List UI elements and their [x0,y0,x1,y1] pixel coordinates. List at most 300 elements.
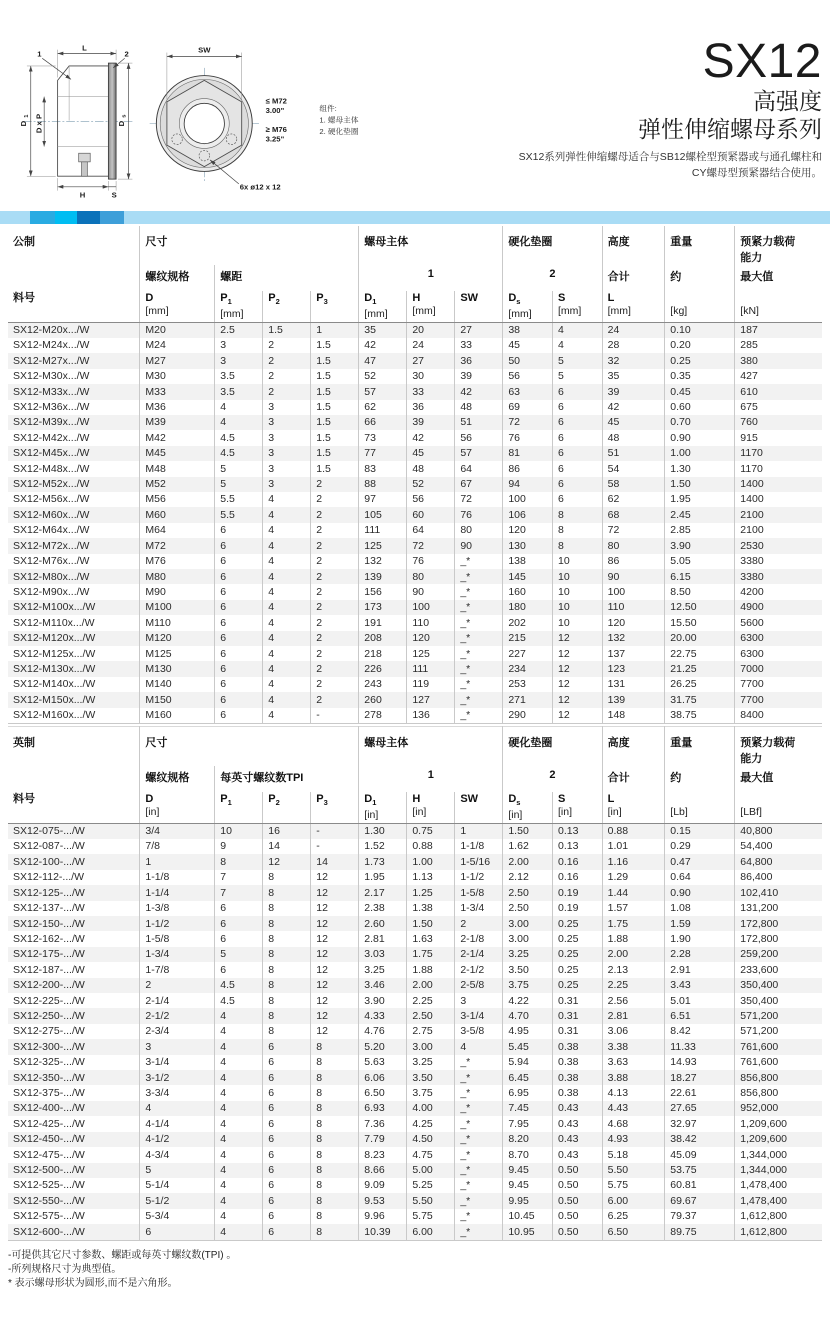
value-cell: 1.5 [263,322,311,338]
table-row [8,1147,822,1162]
value-cell: 3.90 [665,538,735,553]
dim-label-S: S [111,190,117,200]
value-cell: 2-1/2 [140,1008,215,1023]
value-cell: 6 [215,615,263,630]
value-cell: 6 [263,1085,311,1100]
value-cell: 3.90 [359,993,407,1008]
value-cell: 67 [455,477,503,492]
value-cell: 8 [263,1024,311,1039]
value-cell: 180 [503,600,553,615]
page-subtitle-1: 高强度 [753,87,822,114]
value-cell: 7/8 [140,839,215,854]
value-cell: 3.50 [407,1070,455,1085]
value-cell: M56 [140,492,215,507]
subgroup-height-total: 合计 [602,766,665,792]
value-cell: 64,800 [735,854,822,869]
value-cell: 0.50 [552,1178,602,1193]
value-cell: M42 [140,430,215,445]
table-row [8,353,822,368]
value-cell: 125 [359,538,407,553]
value-cell: 77 [359,446,407,461]
value-cell: 76 [455,507,503,522]
value-cell: 5-1/2 [140,1193,215,1208]
value-cell: 10 [552,569,602,584]
accent-bar-segment [30,211,55,224]
value-cell: 3.03 [359,947,407,962]
value-cell: 45 [602,415,665,430]
table-row [8,1101,822,1116]
value-cell: _* [455,646,503,661]
value-cell: 86,400 [735,870,822,885]
value-cell: 1400 [735,477,822,492]
value-cell: 2.17 [359,885,407,900]
value-cell: 7 [215,885,263,900]
value-cell: 42 [602,400,665,415]
column-header-kg: [kg] [665,291,735,322]
part-number-cell: SX12-M100x.../W [13,601,96,614]
value-cell: 8 [311,1116,359,1131]
value-cell: 52 [359,369,407,384]
drawing-legend [319,103,358,136]
value-cell: 1-5/8 [455,885,503,900]
value-cell: 4 [263,615,311,630]
value-cell: 12 [552,646,602,661]
value-cell: 4 [215,1209,263,1224]
value-cell: 350,400 [735,978,822,993]
value-cell: 0.60 [665,400,735,415]
value-cell: 56 [503,369,553,384]
value-cell: 3-1/4 [455,1008,503,1023]
value-cell: 856,800 [735,1085,822,1100]
value-cell: 2 [311,554,359,569]
value-cell: 3380 [735,554,822,569]
value-cell: 3.38 [602,1039,665,1054]
value-cell: 0.15 [665,823,735,839]
value-cell: 6 [215,931,263,946]
value-cell: 1,612,800 [735,1209,822,1224]
value-cell: 1,344,000 [735,1163,822,1178]
value-cell: 90 [455,538,503,553]
value-cell: 6.50 [359,1085,407,1100]
table-row [8,492,822,507]
value-cell: 1.52 [359,839,407,854]
value-cell: 1.29 [602,870,665,885]
value-cell: 0.25 [552,962,602,977]
value-cell: 28 [602,338,665,353]
value-cell: 57 [455,446,503,461]
column-header-D: $D_s$ [mm] [503,291,553,322]
value-cell: 6 [140,1224,215,1240]
value-cell: 3 [215,338,263,353]
column-header-D: $D_s$ [in] [503,792,553,823]
table-row [8,584,822,599]
table-row [8,322,822,338]
value-cell: 0.35 [665,369,735,384]
value-cell: 24 [602,322,665,338]
value-cell: 42 [455,384,503,399]
accent-bar-segment [77,211,100,224]
value-cell: 5.50 [602,1163,665,1178]
value-cell: 0.45 [665,384,735,399]
value-cell: 2100 [735,507,822,522]
value-cell: 3.75 [503,978,553,993]
value-cell: 22.61 [665,1085,735,1100]
value-cell: 4.22 [503,993,553,1008]
value-cell: 215 [503,631,553,646]
value-cell: 156 [359,584,407,599]
value-cell: M24 [140,338,215,353]
value-cell: 5 [215,461,263,476]
part-number-cell: SX12-M150x.../W [13,693,96,706]
value-cell: 6300 [735,646,822,661]
value-cell: 7700 [735,677,822,692]
group-nut-body: 螺母主体 [359,226,503,265]
value-cell: 4 [215,400,263,415]
value-cell: 12 [311,962,359,977]
value-cell: 94 [503,477,553,492]
value-cell: 761,600 [735,1039,822,1054]
value-cell: M60 [140,507,215,522]
value-cell: 3.25 [407,1055,455,1070]
value-cell: 3.06 [602,1024,665,1039]
subgroup-thread-spec: 螺纹规格 [140,766,215,792]
value-cell: 102,410 [735,885,822,900]
column-header-P: $P_3$ [311,792,359,823]
column-header-P: $P_2$ [263,792,311,823]
value-cell: 54,400 [735,839,822,854]
value-cell: 3 [215,353,263,368]
value-cell: 89.75 [665,1224,735,1240]
value-cell: 3 [263,477,311,492]
value-cell: 3.25 [503,947,553,962]
subgroup-preload-max: 最大值 [735,766,822,792]
part-number-cell: SX12-275-.../W [13,1025,85,1038]
value-cell: 1,612,800 [735,1224,822,1240]
part-number-cell: SX12-475-.../W [13,1148,85,1161]
part-number-cell: SX12-M52x.../W [13,478,90,491]
value-cell: 138 [503,554,553,569]
value-cell: 1 [311,322,359,338]
part-number-cell: SX12-325-.../W [13,1056,85,1069]
value-cell: 6 [263,1178,311,1193]
value-cell: 47 [359,353,407,368]
value-cell: 36 [455,353,503,368]
value-cell: 4.50 [407,1132,455,1147]
value-cell: 8 [311,1070,359,1085]
range-note-2b: 3.25" [265,134,285,144]
value-cell: _* [455,1163,503,1178]
value-cell: 8.42 [665,1024,735,1039]
value-cell: 1,344,000 [735,1147,822,1162]
spacer-cell [8,265,140,291]
value-cell: 7.79 [359,1132,407,1147]
value-cell: 952,000 [735,1101,822,1116]
value-cell: 1.00 [665,446,735,461]
value-cell: 8 [263,947,311,962]
value-cell: 111 [407,661,455,676]
value-cell: 1-3/8 [140,901,215,916]
value-cell: 39 [602,384,665,399]
value-cell: 1.25 [407,885,455,900]
column-header-D: $D_1$ [mm] [359,291,407,322]
subgroup-thread-spec: 螺纹规格 [140,265,215,291]
value-cell: 38 [503,322,553,338]
part-number-cell: SX12-M42x.../W [13,431,90,444]
value-cell: 12 [311,947,359,962]
value-cell: 5.75 [407,1209,455,1224]
value-cell: 4 [263,600,311,615]
value-cell: 11.33 [665,1039,735,1054]
value-cell: 1-1/8 [455,839,503,854]
part-number-cell: SX12-112-.../W [13,871,84,884]
table-row [8,400,822,415]
value-cell: 0.25 [552,978,602,993]
value-cell: 0.38 [552,1039,602,1054]
subgroup-height-total: 合计 [602,265,665,291]
part-number-cell: SX12-175-.../W [13,948,85,961]
value-cell: 48 [407,461,455,476]
value-cell: 2530 [735,538,822,553]
value-cell: _* [455,1116,503,1131]
table-row [8,901,822,916]
value-cell: 69.67 [665,1193,735,1208]
table-row [8,523,822,538]
value-cell: M52 [140,477,215,492]
dim-label-H: H [79,190,86,200]
value-cell: 5 [552,369,602,384]
value-cell: 5 [140,1163,215,1178]
value-cell: 100 [602,584,665,599]
value-cell: _* [455,661,503,676]
value-cell: 4 [215,1039,263,1054]
value-cell: 0.16 [552,870,602,885]
table-row [8,1055,822,1070]
part-number-cell: SX12-525-.../W [13,1179,85,1192]
value-cell: 2.28 [665,947,735,962]
part-number-cell: SX12-600-.../W [13,1225,85,1238]
subgroup-weight-approx: 约 [665,766,735,792]
value-cell: 131 [602,677,665,692]
value-cell: _* [455,1147,503,1162]
value-cell: 5.63 [359,1055,407,1070]
value-cell: 27 [455,322,503,338]
jackbolt-note: 6x ø12 x 12 [239,182,281,192]
accent-bar-segment [124,211,830,224]
value-cell: _* [455,1132,503,1147]
value-cell: 9.53 [359,1193,407,1208]
value-cell: 20.00 [665,631,735,646]
value-cell: 0.19 [552,885,602,900]
value-cell: 73 [359,430,407,445]
value-cell: 2.13 [602,962,665,977]
value-cell: 36 [407,400,455,415]
value-cell: 6 [215,708,263,724]
value-cell: 2 [311,661,359,676]
value-cell: 8 [552,507,602,522]
value-cell: 53.75 [665,1163,735,1178]
table-row [8,962,822,977]
value-cell: 1.5 [311,461,359,476]
column-header-S: S [mm] [552,291,602,322]
value-cell: 12 [552,661,602,676]
value-cell: 97 [359,492,407,507]
value-cell: 4.5 [215,978,263,993]
value-cell: 1-7/8 [140,962,215,977]
part-number-cell: SX12-M125x.../W [13,647,96,660]
value-cell: 0.29 [665,839,735,854]
value-cell: 5.45 [503,1039,553,1054]
value-cell: 54 [602,461,665,476]
value-cell: 8.20 [503,1132,553,1147]
subgroup-washer-index: 2 [503,265,602,291]
part-number-cell: SX12-500-.../W [13,1164,85,1176]
value-cell: 8 [215,854,263,869]
value-cell: 1400 [735,492,822,507]
value-cell: 68 [602,507,665,522]
value-cell: 56 [407,492,455,507]
value-cell: 4.75 [407,1147,455,1162]
value-cell: 1.00 [407,854,455,869]
group-washer: 硬化垫圈 [503,727,602,767]
group-weight: 重量 [665,226,735,265]
value-cell: 6 [215,901,263,916]
value-cell: 1.50 [407,916,455,931]
value-cell: 260 [359,692,407,707]
value-cell: 12 [311,901,359,916]
value-cell: 3/4 [140,823,215,839]
group-size: 尺寸 [140,226,359,265]
value-cell: 6 [263,1116,311,1131]
column-header-P: $P_1$ [215,792,263,823]
value-cell: 6 [263,1039,311,1054]
value-cell: 1.5 [311,353,359,368]
value-cell: 0.13 [552,839,602,854]
accent-bar-segment [100,211,124,224]
value-cell: 0.13 [552,823,602,839]
value-cell: 120 [407,631,455,646]
value-cell: 8 [263,870,311,885]
value-cell: 4 [215,1085,263,1100]
value-cell: 4 [140,1101,215,1116]
value-cell: 9.95 [503,1193,553,1208]
value-cell: 571,200 [735,1008,822,1023]
table-row [8,870,822,885]
value-cell: 1-1/4 [140,885,215,900]
dim-label-D1: D [18,120,28,127]
value-cell: 4 [215,1193,263,1208]
table-row [8,646,822,661]
column-header-D: D [mm] [140,291,215,322]
value-cell: 8 [311,1178,359,1193]
value-cell: 9.45 [503,1178,553,1193]
value-cell: 3.00 [407,1039,455,1054]
table-row [8,916,822,931]
part-number-cell: SX12-250-.../W [13,1009,85,1022]
value-cell: 3.00 [503,916,553,931]
value-cell: 8400 [735,708,822,724]
part-number-cell: SX12-M160x.../W [13,709,96,722]
value-cell: 1.63 [407,931,455,946]
value-cell: 4 [215,1147,263,1162]
value-cell: 5.18 [602,1147,665,1162]
value-cell: M20 [140,322,215,338]
value-cell: 7.36 [359,1116,407,1131]
value-cell: 2.60 [359,916,407,931]
range-note-2a: ≥ M76 [265,125,287,135]
value-cell: 12 [311,916,359,931]
value-cell: 12 [263,854,311,869]
subgroup-tpi: 每英寸螺纹数TPI [215,766,359,792]
value-cell: 33 [455,338,503,353]
value-cell: 160 [503,584,553,599]
value-cell: 12 [311,870,359,885]
value-cell: 6300 [735,631,822,646]
value-cell: 83 [359,461,407,476]
page-title: SX12 [702,35,822,88]
value-cell: 16 [263,823,311,839]
value-cell: 1,209,600 [735,1132,822,1147]
value-cell: 130 [503,538,553,553]
value-cell: _* [455,692,503,707]
value-cell: 1,478,400 [735,1193,822,1208]
value-cell: 1-3/4 [140,947,215,962]
value-cell: 10 [552,584,602,599]
value-cell: 761,600 [735,1055,822,1070]
dim-label-Ds: D [116,120,126,127]
column-header-Lb: [Lb] [665,792,735,823]
value-cell: 0.31 [552,993,602,1008]
value-cell: 62 [602,492,665,507]
value-cell: 6 [263,1055,311,1070]
value-cell: _* [455,554,503,569]
value-cell: 3 [263,461,311,476]
value-cell: 9 [215,839,263,854]
table-row [8,1085,822,1100]
column-header-P: $P_2$ [263,291,311,322]
column-header-L: L [in] [602,792,665,823]
title-block [518,35,822,182]
region-header: 公制 [13,236,35,248]
value-cell: 0.90 [665,430,735,445]
part-number-cell: SX12-M24x.../W [13,339,90,352]
value-cell: M48 [140,461,215,476]
value-cell: 6 [215,661,263,676]
subgroup-washer-index: 2 [503,766,602,792]
value-cell: 4 [552,338,602,353]
accent-bar-segment [55,211,77,224]
value-cell: 6 [552,461,602,476]
value-cell: 38.42 [665,1132,735,1147]
value-cell: 4 [263,708,311,724]
value-cell: 6 [263,1070,311,1085]
value-cell: 4 [263,569,311,584]
value-cell: 72 [407,538,455,553]
value-cell: 2.38 [359,901,407,916]
value-cell: 27.65 [665,1101,735,1116]
value-cell: 123 [602,661,665,676]
page-subtitle-2: 弹性伸缩螺母系列 [638,116,822,142]
value-cell: 2 [263,338,311,353]
value-cell: - [311,708,359,724]
front-view [150,46,287,192]
value-cell: _* [455,1224,503,1240]
value-cell: 0.88 [407,839,455,854]
value-cell: _* [455,631,503,646]
value-cell: 1.57 [602,901,665,916]
value-cell: 6 [263,1209,311,1224]
value-cell: 2.56 [602,993,665,1008]
value-cell: 5 [215,947,263,962]
